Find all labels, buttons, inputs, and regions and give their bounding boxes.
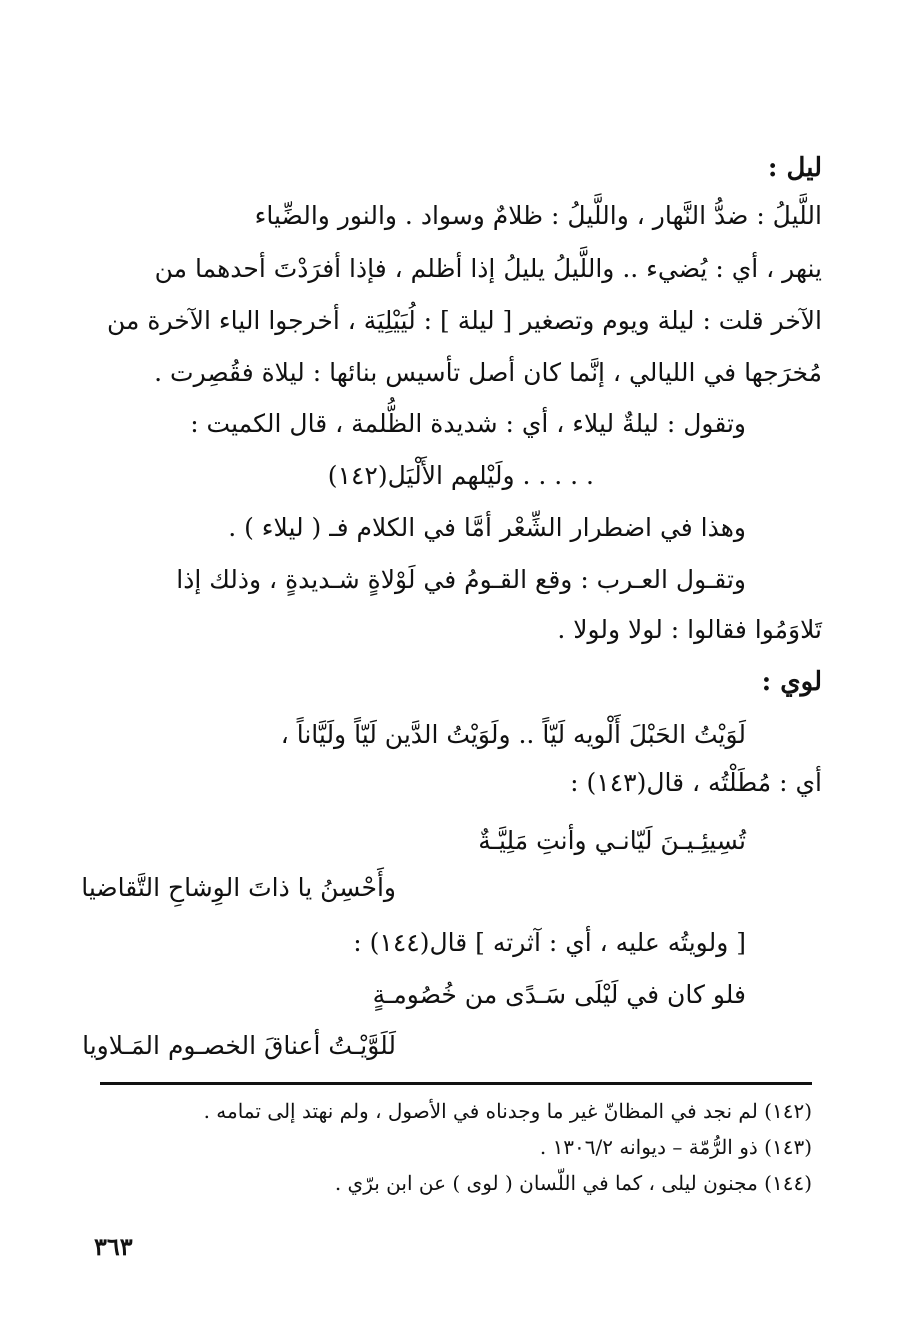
text-line: تَلاوَمُوا فقالوا : لولا ولولا . [557,615,822,644]
footnote: (١٤٣) ذو الرُّمّة – ديوانه ١٣٠٦/٢ . [539,1135,812,1159]
text-line: أي : مُطَلْتُه ، قال(١٤٣) : [570,768,822,797]
page-number: ٣٦٣ [94,1232,133,1261]
poem-line: تُسِيئِـيـنَ لَيّانـي وأنتِ مَلِيَّـةٌ [478,826,746,855]
text-line: اللَّيلُ : ضدُّ النَّهار ، واللَّيلُ : ظلامٌ وسواد . والنور والضِّياء [254,201,822,230]
footnote-divider [100,1082,812,1085]
text-line: [ ولويتُه عليه ، أي : آثرته ] قال(١٤٤) : [353,928,746,957]
poem-line: . . . . . ولَيْلهم الأَلْيَل(١٤٢) [327,461,594,490]
text-line: الآخر قلت : ليلة ويوم وتصغير [ ليلة ] : لُيَيْلِيَة ، أخرجوا الياء الآخرة من [107,306,822,335]
text-line: وتقـول العـرب : وقع القـومُ في لَوْلاةٍ شـديدةٍ ، وذلك إذا [176,565,746,594]
text-line: ينهر ، أي : يُضيء .. واللَّيلُ يليلُ إذا أظلم ، فإذا أفرَدْتَ أحدهما من [154,254,822,283]
footnote: (١٤٤) مجنون ليلى ، كما في اللّسان ( لوى ) عن ابن برّي . [334,1171,812,1195]
entry-heading-layl: ليل : [767,153,822,183]
text-line: لَوَيْتُ الحَبْلَ أَلْويه لَيّاً .. ولَوَيْتُ الدَّين لَيّاً ولَيَّاناً ، [280,720,746,749]
poem-line: وأَحْسِنُ يا ذاتَ الوِشاحِ التَّقاضيا [81,873,396,902]
text-line: مُخرَجها في الليالي ، إنَّما كان أصل تأسيس بنائها : ليلاة فقُصِرت . [154,358,822,387]
text-line: وهذا في اضطرار الشِّعْر أمَّا في الكلام فـ ( ليلاء ) . [228,513,746,542]
poem-line: فلو كان في لَيْلَى سَـدًى من خُصُومـةٍ [372,980,746,1009]
footnote: (١٤٢) لم نجد في المظانّ غير ما وجدناه في الأصول ، ولم نهتد إلى تمامه . [203,1099,812,1123]
poem-line: لَلَوَّيْـتُ أعناقَ الخصـوم المَـلاويا [82,1031,396,1060]
entry-heading-lawy: لوي : [761,667,822,697]
text-line: وتقول : ليلةٌ ليلاء ، أي : شديدة الظُّلمة ، قال الكميت : [190,409,746,438]
